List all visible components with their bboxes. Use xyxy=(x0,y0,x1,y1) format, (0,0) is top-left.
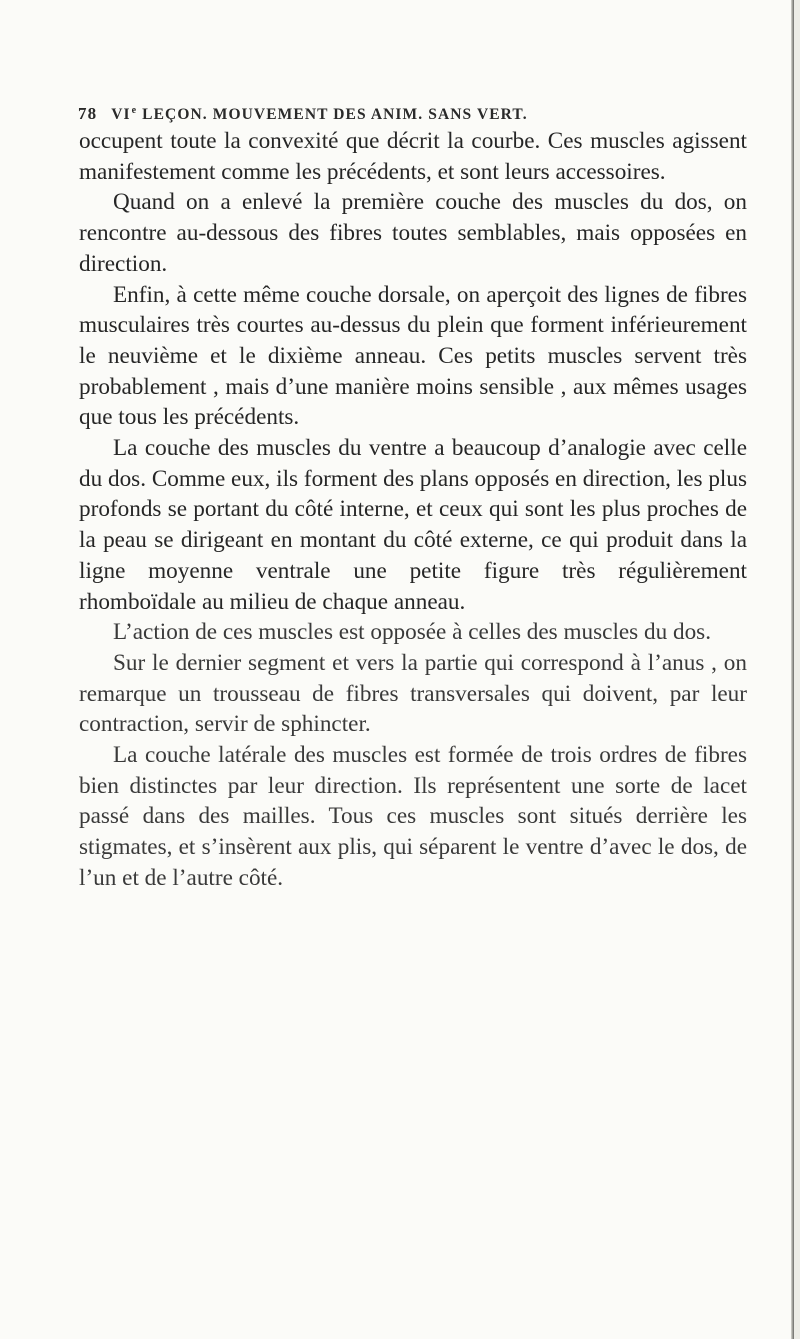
paragraph-2: Quand on a enlevé la première couche des muscles du dos, on rencontre au-dessous des fibres toutes semblables, mais opposées en direction. xyxy=(79,189,747,277)
paragraph-6: Sur le dernier segment et vers la partie qui correspond à l’anus , on remarque un trousseau de fibres transversales qui doivent, par leur contraction, servir de sphincter. xyxy=(79,649,747,738)
page-edge xyxy=(791,0,794,1339)
paragraph-5: L’action de ces muscles est opposée à celles des muscles du dos. xyxy=(113,619,711,646)
paragraph-1: occupent toute la convexité que décrit la courbe. Ces muscles agissent manifestement comme les précédents, et sont leurs accessoires. xyxy=(79,128,747,185)
lesson-number: VIe xyxy=(111,105,138,123)
paragraph-4: La couche des muscles du ventre a beaucoup d’analogie avec celle du dos. Comme eux, ils forment des plans opposés en direction, les plus profonds se portant du côté interne, et ceux qui sont les plus proches de la peau se dirigeant en montant du côté externe, ce qui produit dans la ligne moyenne ventrale une petite figure très régulièrement rhomboïdale au milieu de chaque anneau. xyxy=(79,435,747,615)
paragraph-3: Enfin, à cette même couche dorsale, on aperçoit des lignes de fibres musculaires très courtes au-dessus du plein que forment inférieurement le neuvième et le dixième anneau. Ces petits muscles servent très probablement , mais d’une manière moins sensible , aux mêmes usages que tous les précédents. xyxy=(79,281,747,431)
body-text xyxy=(79,126,747,894)
running-title: LEÇON. MOUVEMENT DES ANIM. SANS VERT. xyxy=(142,106,528,123)
page-edge-shadow xyxy=(794,0,800,1339)
page-number: 78 xyxy=(78,104,98,123)
paragraph-7: La couche latérale des muscles est formée de trois ordres de fibres bien distinctes par leur direction. Ils représentent une sorte de lacet passé dans des mailles. Tous ces muscles sont situés derrière les stigmates, et s’insèrent aux plis, qui séparent le ventre d’avec le dos, de l’un et de l’autre côté. xyxy=(79,742,747,891)
running-header xyxy=(78,104,718,124)
